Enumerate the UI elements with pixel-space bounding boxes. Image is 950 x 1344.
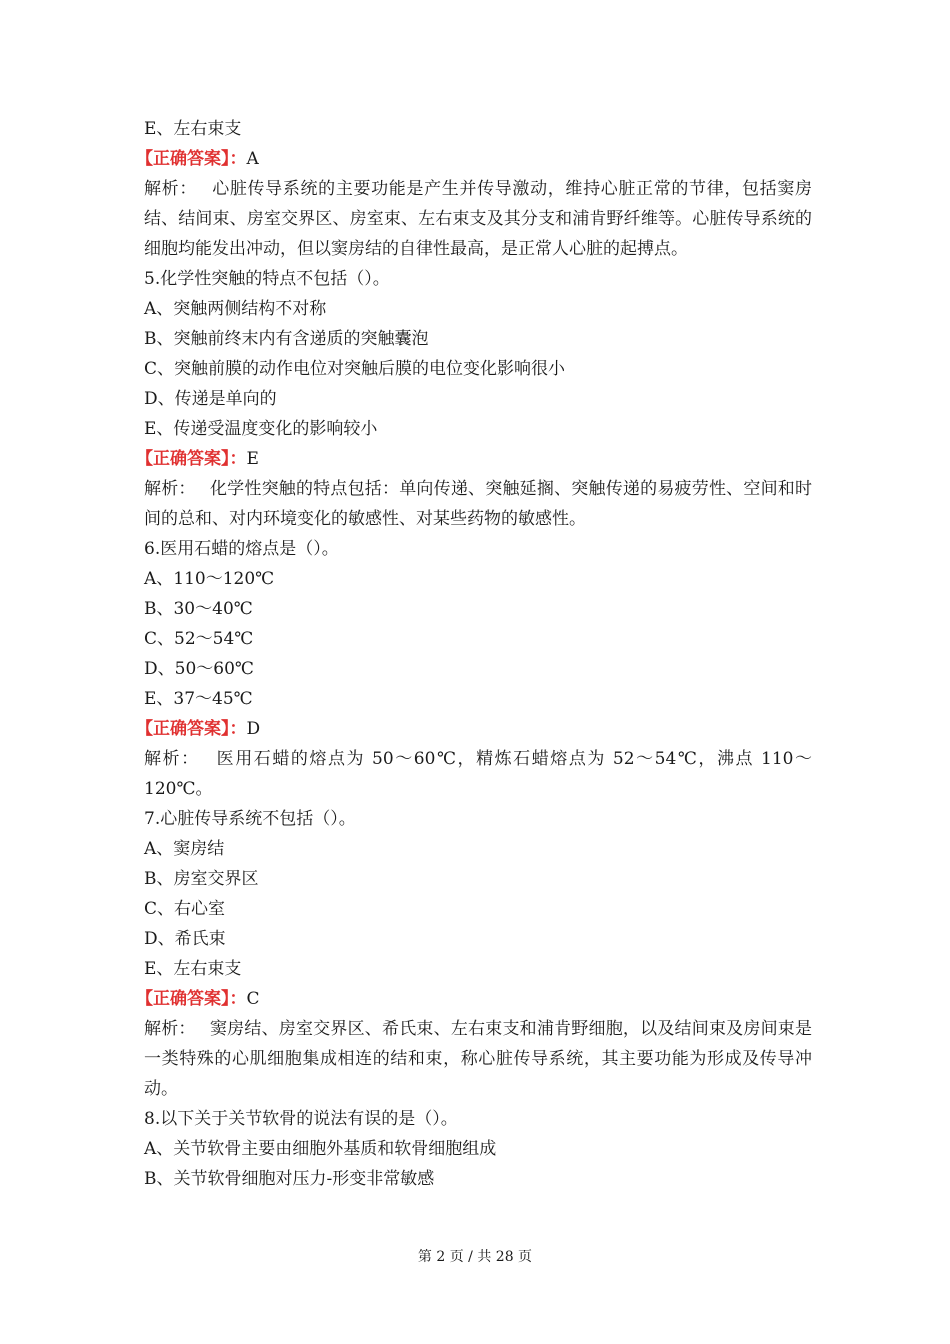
answer-line [136, 444, 812, 474]
option-item: C、右心室 [144, 899, 226, 919]
answer-value: D [246, 719, 261, 739]
option-item: B、房室交界区 [144, 869, 259, 889]
analysis-paragraph: 解析： 医用石蜡的熔点为 50～60℃，精炼石蜡熔点为 52～54℃，沸点 110～120℃。 [144, 749, 812, 799]
option-item: E、左右束支 [144, 959, 242, 979]
answer-value: C [246, 989, 260, 1009]
option-item: C、突触前膜的动作电位对突触后膜的电位变化影响很小 [144, 359, 566, 379]
question-text: 8.以下关于关节软骨的说法有误的是（）。 [144, 1109, 458, 1129]
answer-label: 【正确答案】 [136, 989, 230, 1009]
option-item: E、左右束支 [144, 119, 242, 139]
option-item: D、传递是单向的 [144, 389, 277, 409]
answer-label: 【正确答案】 [136, 149, 230, 169]
answer-separator: ： [229, 449, 247, 469]
answer-separator: ： [229, 719, 247, 739]
question-text: 6.医用石蜡的熔点是（）。 [144, 539, 339, 559]
answer-label: 【正确答案】 [136, 449, 230, 469]
option-item: A、窦房结 [144, 839, 225, 859]
answer-label: 【正确答案】 [136, 719, 230, 739]
option-item: E、37～45℃ [144, 689, 253, 709]
option-item: A、突触两侧结构不对称 [144, 299, 327, 319]
option-item: B、30～40℃ [144, 599, 253, 619]
answer-line [136, 984, 812, 1014]
option-item: D、50～60℃ [144, 659, 254, 679]
answer-value: A [246, 149, 259, 169]
answer-separator: ： [229, 989, 247, 1009]
answer-value: E [246, 449, 259, 469]
analysis-paragraph: 解析： 化学性突触的特点包括：单向传递、突触延搁、突触传递的易疲劳性、空间和时间的总和、对内环境变化的敏感性、对某些药物的敏感性。 [144, 479, 812, 529]
document-body [136, 114, 812, 1194]
option-item: E、传递受温度变化的影响较小 [144, 419, 378, 439]
option-item: D、希氏束 [144, 929, 226, 949]
question-text: 7.心脏传导系统不包括（）。 [144, 809, 356, 829]
option-item: C、52～54℃ [144, 629, 254, 649]
analysis-paragraph: 解析： 窦房结、房室交界区、希氏束、左右束支和浦肯野细胞，以及结间束及房间束是一类特殊的心肌细胞集成相连的结和束，称心脏传导系统，其主要功能为形成及传导冲动。 [144, 1019, 812, 1099]
answer-line [136, 714, 812, 744]
page-footer: 第 2 页 / 共 28 页 [417, 1249, 533, 1265]
option-item: B、关节软骨细胞对压力-形变非常敏感 [144, 1169, 435, 1189]
answer-separator: ： [229, 149, 247, 169]
analysis-paragraph: 解析： 心脏传导系统的主要功能是产生并传导激动，维持心脏正常的节律，包括窦房结、结间束、房室交界区、房室束、左右束支及其分支和浦肯野纤维等。心脏传导系统的细胞均能发出冲动，但以窦房结的自律性最高，是正常人心脏的起搏点。 [144, 179, 812, 259]
question-text: 5.化学性突触的特点不包括（）。 [144, 269, 390, 289]
option-item: A、110～120℃ [144, 569, 275, 589]
option-item: B、突触前终末内有含递质的突触囊泡 [144, 329, 429, 349]
option-item: A、关节软骨主要由细胞外基质和软骨细胞组成 [144, 1139, 497, 1159]
answer-line [136, 144, 812, 174]
